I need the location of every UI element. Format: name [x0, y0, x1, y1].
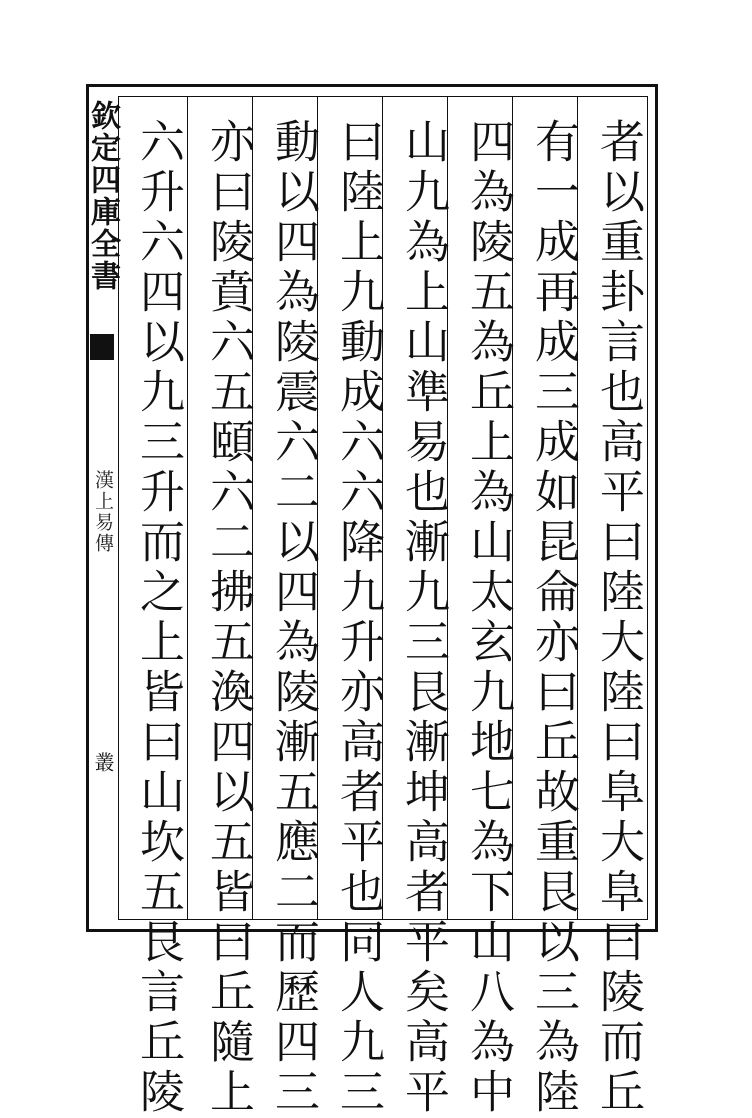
text-column-5: 曰陸上九動成六六降九升亦高者平也同人九三 [332, 118, 385, 1118]
text-column-3: 四為陵五為丘上為山太玄九地七為下山八為中 [462, 118, 515, 1118]
text-column-6: 動以四為陵震六二以四為陵漸五應二而歷四三 [267, 118, 320, 1118]
margin-collection-title: 欽定四庫全書 [85, 100, 120, 292]
margin-volume-mark: 叢 [91, 752, 115, 772]
text-column-1: 者以重卦言也高平曰陸大陸曰阜大阜曰陵而丘 [592, 118, 645, 1118]
text-column-4: 山九為上山準易也漸九三艮漸坤高者平矣高平 [397, 118, 450, 1118]
text-column-8: 六升六四以九三升而之上皆曰山坎五艮言丘陵 [132, 118, 185, 1118]
margin-fishtail-block [90, 334, 114, 360]
text-column-2: 有一成再成三成如昆侖亦曰丘故重艮以三為陸 [527, 118, 580, 1118]
text-column-7: 亦曰陵賁六五頤六二拂五渙四以五皆曰丘隨上 [202, 118, 255, 1118]
margin-book-title: 漢上易傳 [92, 470, 114, 554]
